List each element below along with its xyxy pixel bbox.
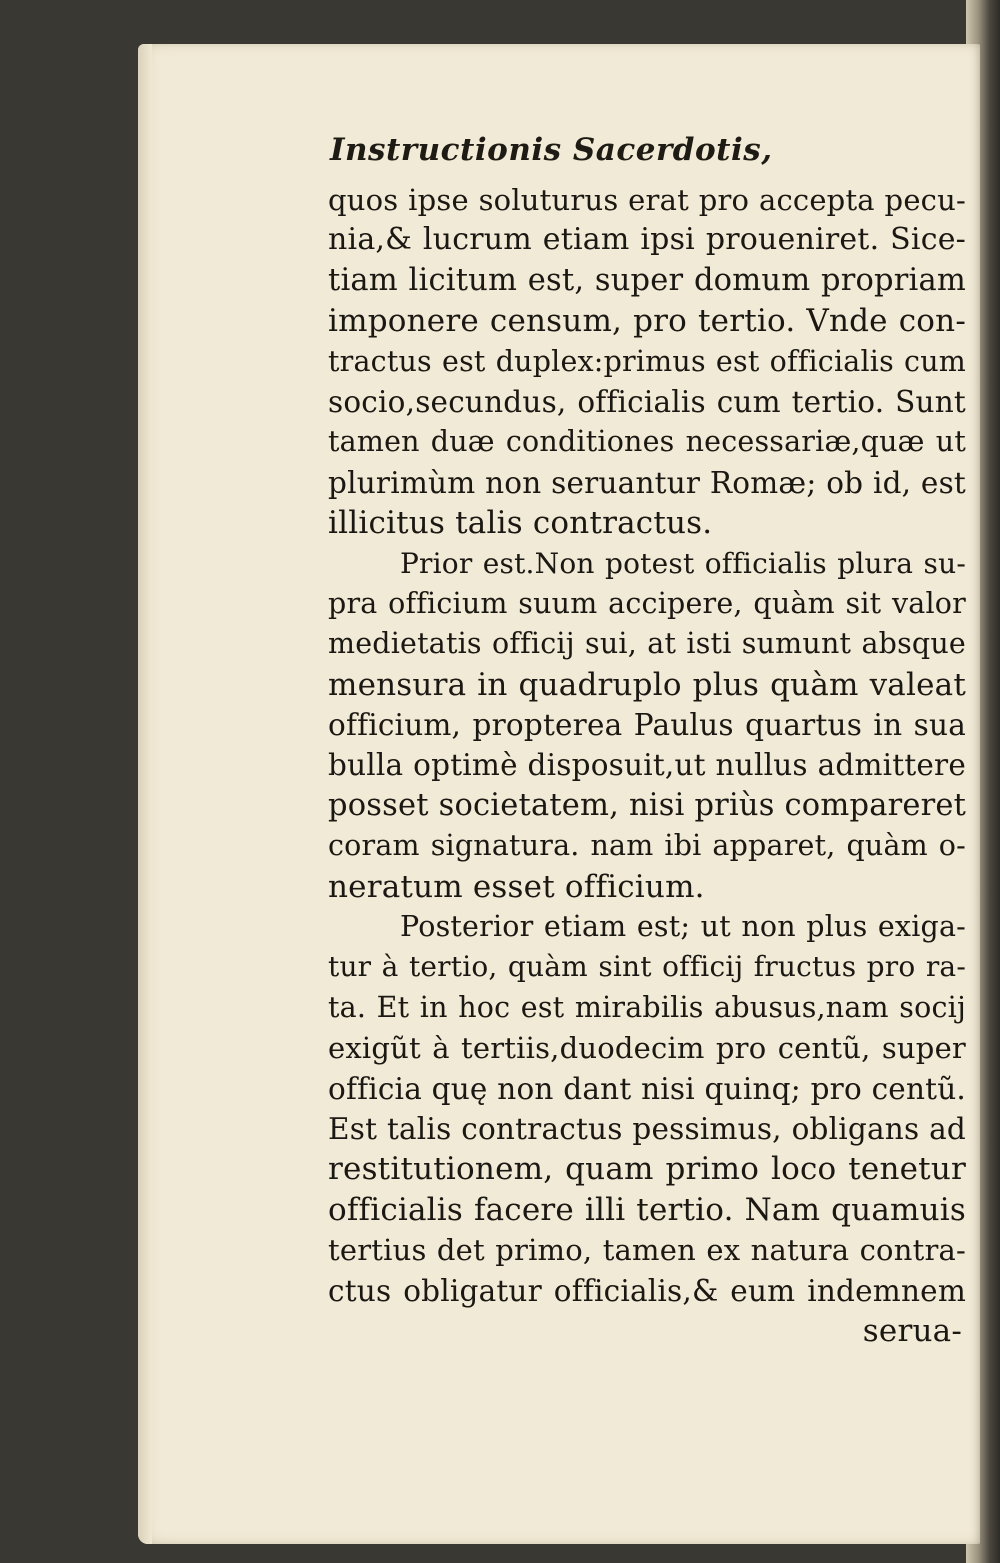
text-line: Est talis contractus pessimus, obligans ad <box>328 1111 966 1146</box>
text-line: coram signatura. nam ibi apparet, quàm o- <box>328 829 966 863</box>
catchword: serua- <box>862 1312 962 1349</box>
text-line: tractus est duplex:primus est officialis cum <box>328 344 966 378</box>
text-line: imponere censum, pro tertio. Vnde con- <box>328 303 966 340</box>
text-line: socio,secundus, officialis cum tertio. Sunt <box>328 384 966 419</box>
text-line: tamen duæ conditiones necessariæ,quæ ut <box>328 425 966 459</box>
text-line: medietatis officij sui, at isti sumunt absque <box>328 627 966 661</box>
text-line: bulla optimè disposuit,ut nullus admittere <box>328 748 966 783</box>
text-line: officia quę non dant nisi quinq; pro centũ. <box>328 1071 966 1106</box>
text-line: posset societatem, nisi priùs compareret <box>328 787 966 823</box>
text-line: neratum esset officium. <box>328 868 705 905</box>
text-line: restitutionem, quam primo loco tenetur <box>328 1151 966 1188</box>
running-head: Instructionis Sacerdotis, <box>330 132 773 168</box>
body-text <box>328 180 966 1351</box>
text-line: officium, propterea Paulus quartus in sua <box>328 708 966 743</box>
text-line: tiam licitum est, super domum propriam <box>328 262 966 298</box>
text-line: tertius det primo, tamen ex natura contra- <box>328 1233 966 1268</box>
text-line: tur à tertio, quàm sint officij fructus pro ra- <box>328 950 966 984</box>
text-line: mensura in quadruplo plus quàm valeat <box>328 666 966 703</box>
text-line: quos ipse soluturus erat pro accepta pecu- <box>328 183 966 217</box>
text-line-paragraph-start: Prior est.Non potest officialis plura su- <box>400 546 966 580</box>
text-line: plurimùm non seruantur Romæ; ob id, est <box>328 465 966 500</box>
text-line: illicitus talis contractus. <box>328 505 713 542</box>
text-line-paragraph-start: Posterior etiam est; ut non plus exiga- <box>400 910 966 944</box>
page-fore-edge <box>138 44 152 1544</box>
text-line: ta. Et in hoc est mirabilis abusus,nam socij <box>328 990 966 1024</box>
text-line: officialis facere illi tertio. Nam quamuis <box>328 1191 966 1228</box>
text-line: nia,& lucrum etiam ipsi proueniret. Sice- <box>328 222 966 258</box>
text-line: ctus obligatur officialis,& eum indemnem <box>328 1273 966 1308</box>
text-line: exigũt à tertiis,duodecim pro centũ, super <box>328 1031 966 1066</box>
text-line: pra officium suum accipere, quàm sit valor <box>328 586 966 620</box>
